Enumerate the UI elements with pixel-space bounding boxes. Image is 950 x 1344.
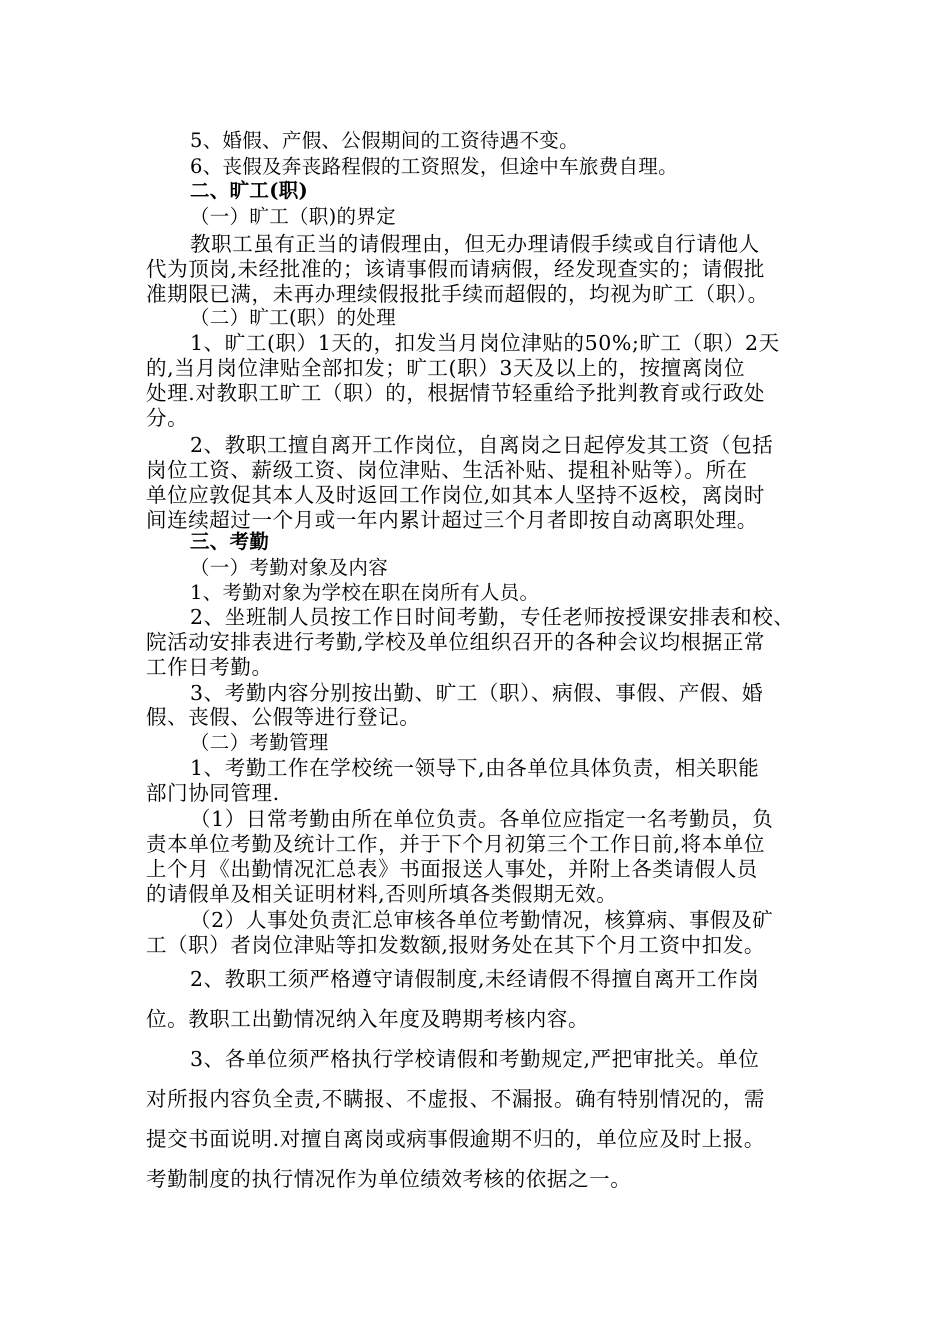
paragraph-line: 3、各单位须严格执行学校请假和考勤规定,严把审批关。单位 <box>190 1047 760 1071</box>
paragraph-line: （1）日常考勤由所在单位负责。各单位应指定一名考勤员，负 <box>190 807 774 831</box>
paragraph-line: 的,当月岗位津贴全部扣发；旷工(职）3天及以上的，按擅离岗位 <box>146 356 746 380</box>
paragraph-line: 的请假单及相关证明材料,否则所填各类假期无效。 <box>146 882 618 906</box>
paragraph-line: 假、丧假、公假等进行登记。 <box>146 705 421 729</box>
paragraph-line: 分。 <box>146 406 189 430</box>
subsection-heading: （二）考勤管理 <box>190 731 329 754</box>
paragraph-line: 准期限已满，未再办理续假报批手续而超假的，均视为旷工（职）。 <box>146 282 769 306</box>
paragraph-line: 1、考勤对象为学校在职在岗所有人员。 <box>190 581 540 604</box>
subsection-heading: （一）旷工（职)的界定 <box>190 205 396 228</box>
paragraph-line: 单位应敦促其本人及时返回工作岗位,如其本人坚持不返校，离岗时 <box>146 483 766 507</box>
paragraph-line: 部门协同管理. <box>146 781 280 805</box>
paragraph-line: 工作日考勤。 <box>146 655 273 679</box>
section-heading: 三、考勤 <box>190 530 270 553</box>
paragraph-line: 教职工虽有正当的请假理由，但无办理请假手续或自行请他人 <box>190 232 760 256</box>
paragraph-line: 考勤制度的执行情况作为单位绩效考核的依据之一。 <box>146 1167 632 1191</box>
paragraph-line: 岗位工资、薪级工资、岗位津贴、生活补贴、提租补贴等）。所在 <box>146 458 748 482</box>
paragraph-line: 处理.对教职工旷工（职）的，根据情节轻重给予批判教育或行政处 <box>146 381 766 405</box>
subsection-heading: （一）考勤对象及内容 <box>190 556 389 579</box>
paragraph-line: 6、丧假及奔丧路程假的工资照发，但途中车旅费自理。 <box>190 155 678 178</box>
paragraph-line: 2、坐班制人员按工作日时间考勤，专任老师按授课安排表和校、 <box>190 605 795 629</box>
section-heading: 二、旷工(职) <box>190 179 309 202</box>
paragraph-line: 2、教职工须严格遵守请假制度,未经请假不得擅自离开工作岗 <box>190 967 760 991</box>
subsection-heading: （二）旷工(职）的处理 <box>190 306 396 329</box>
paragraph-line: 1、旷工(职）1天的，扣发当月岗位津贴的50%;旷工（职）2天 <box>190 331 780 355</box>
paragraph-line: 上个月《出勤情况汇总表》书面报送人事处，并附上各类请假人员 <box>146 857 758 881</box>
paragraph-line: （2）人事处负责汇总审核各单位考勤情况，核算病、事假及矿 <box>190 908 774 932</box>
paragraph-line: 院活动安排表进行考勤,学校及单位组织召开的各种会议均根据正常 <box>146 630 766 654</box>
paragraph-line: 责本单位考勤及统计工作，并于下个月初第三个工作日前,将本单位 <box>146 832 766 856</box>
paragraph-line: 代为顶岗,未经批准的；该请事假而请病假，经发现查实的；请假批 <box>146 257 766 281</box>
paragraph-line: 3、考勤内容分别按出勤、旷工（职）、病假、事假、产假、婚 <box>190 681 764 705</box>
paragraph-line: 对所报内容负全责,不瞒报、不虚报、不漏报。确有特别情况的，需 <box>146 1087 766 1111</box>
paragraph-line: 2、教职工擅自离开工作岗位，自离岗之日起停发其工资（包括 <box>190 433 774 457</box>
paragraph-line: 提交书面说明.对擅自离岗或病事假逾期不归的，单位应及时上报。 <box>146 1127 766 1151</box>
paragraph-line: 1、考勤工作在学校统一领导下,由各单位具体负责，相关职能 <box>190 756 760 780</box>
paragraph-line: 间连续超过一个月或一年内累计超过三个月者即按自动离职处理。 <box>146 508 758 532</box>
paragraph-line: 5、婚假、产假、公假期间的工资待遇不变。 <box>190 129 579 152</box>
paragraph-line: 工（职）者岗位津贴等扣发数额,报财务处在其下个月工资中扣发。 <box>146 933 766 957</box>
paragraph-line: 位。教职工出勤情况纳入年度及聘期考核内容。 <box>146 1007 590 1031</box>
